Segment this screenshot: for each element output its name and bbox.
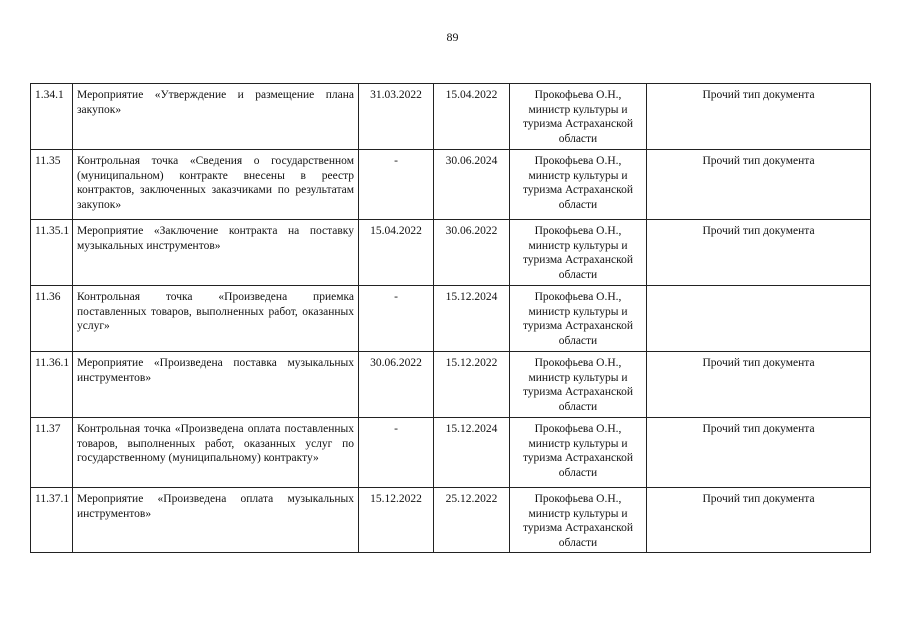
- row-document-type: Прочий тип документа: [647, 84, 871, 150]
- row-document-type: Прочий тип документа: [647, 352, 871, 418]
- table-row: [31, 488, 871, 553]
- row-start-date: 15.12.2022: [359, 488, 434, 553]
- table-row: [31, 220, 871, 286]
- row-name: Мероприятие «Произведена поставка музыкальных инструментов»: [73, 352, 359, 418]
- row-end-date: 15.04.2022: [434, 84, 510, 150]
- row-responsible: Прокофьева О.Н., министр культуры и туризма Астраханской области: [510, 286, 647, 352]
- row-start-date: 30.06.2022: [359, 352, 434, 418]
- row-name: Мероприятие «Утверждение и размещение плана закупок»: [73, 84, 359, 150]
- row-document-type: Прочий тип документа: [647, 150, 871, 220]
- row-responsible: Прокофьева О.Н., министр культуры и туризма Астраханской области: [510, 488, 647, 553]
- row-number: 11.37.1: [31, 488, 73, 553]
- row-name: Мероприятие «Заключение контракта на поставку музыкальных инструментов»: [73, 220, 359, 286]
- row-responsible: Прокофьева О.Н., министр культуры и туризма Астраханской области: [510, 352, 647, 418]
- row-document-type: Прочий тип документа: [647, 418, 871, 488]
- row-name: Контрольная точка «Произведена оплата поставленных товаров, выполненных работ, оказанных услуг по государственному (муниципальному) контракту»: [73, 418, 359, 488]
- row-name: Контрольная точка «Произведена приемка поставленных товаров, выполненных работ, оказанных услуг»: [73, 286, 359, 352]
- row-responsible: Прокофьева О.Н., министр культуры и туризма Астраханской области: [510, 150, 647, 220]
- row-start-date: 15.04.2022: [359, 220, 434, 286]
- row-responsible: Прокофьева О.Н., министр культуры и туризма Астраханской области: [510, 84, 647, 150]
- row-end-date: 30.06.2022: [434, 220, 510, 286]
- table-row: [31, 84, 871, 150]
- table-row: [31, 418, 871, 488]
- row-number: 1.34.1: [31, 84, 73, 150]
- row-end-date: 30.06.2024: [434, 150, 510, 220]
- row-number: 11.36: [31, 286, 73, 352]
- table-row: [31, 150, 871, 220]
- table-row: [31, 352, 871, 418]
- row-number: 11.35.1: [31, 220, 73, 286]
- row-start-date: 31.03.2022: [359, 84, 434, 150]
- row-end-date: 15.12.2024: [434, 286, 510, 352]
- plan-table: [30, 83, 871, 553]
- row-number: 11.36.1: [31, 352, 73, 418]
- row-document-type: [647, 286, 871, 352]
- row-number: 11.35: [31, 150, 73, 220]
- row-start-date: -: [359, 286, 434, 352]
- row-number: 11.37: [31, 418, 73, 488]
- row-responsible: Прокофьева О.Н., министр культуры и туризма Астраханской области: [510, 418, 647, 488]
- row-responsible: Прокофьева О.Н., министр культуры и туризма Астраханской области: [510, 220, 647, 286]
- row-end-date: 15.12.2024: [434, 418, 510, 488]
- page-number: 89: [446, 30, 459, 44]
- row-end-date: 25.12.2022: [434, 488, 510, 553]
- row-start-date: -: [359, 150, 434, 220]
- row-name: Контрольная точка «Сведения о государственном (муниципальном) контракте внесены в реестр контрактов, заключенных заказчиками по результатам закупок»: [73, 150, 359, 220]
- table-row: [31, 286, 871, 352]
- row-name: Мероприятие «Произведена оплата музыкальных инструментов»: [73, 488, 359, 553]
- row-document-type: Прочий тип документа: [647, 488, 871, 553]
- row-end-date: 15.12.2022: [434, 352, 510, 418]
- row-start-date: -: [359, 418, 434, 488]
- row-document-type: Прочий тип документа: [647, 220, 871, 286]
